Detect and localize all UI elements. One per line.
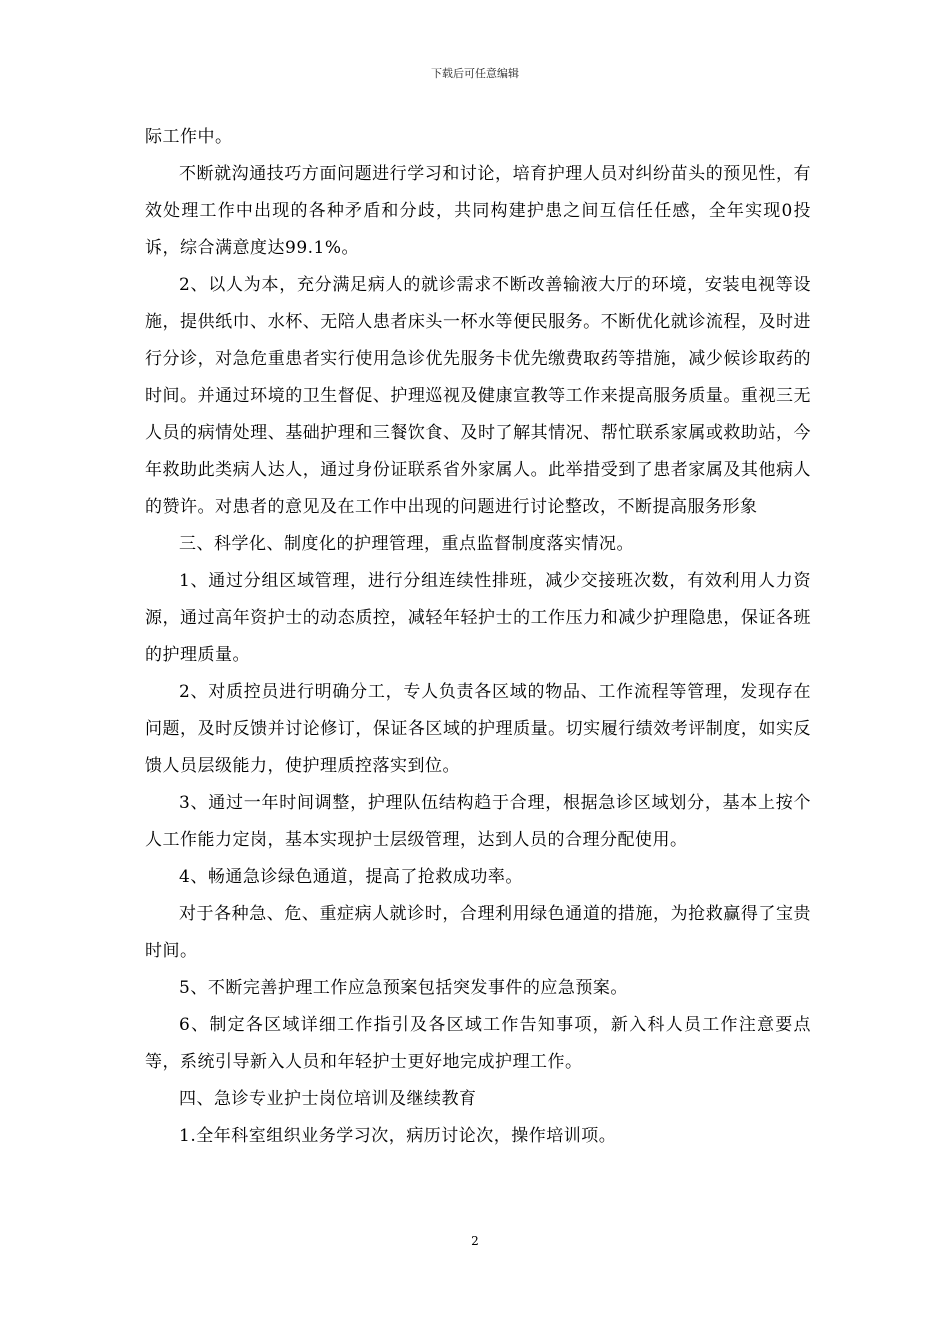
- paragraph-item-2-people-oriented: 2、以人为本，充分满足病人的就诊需求不断改善输液大厅的环境，安装电视等设施，提供纸巾、水杯、无陪人患者床头一杯水等便民服务。不断优化就诊流程，及时进行分诊，对急危重患者实行使用急诊优先服务卡优先缴费取药等措施，减少候诊取药的时间。并通过环境的卫生督促、护理巡视及健康宣教等工作来提高服务质量。重视三无人员的病情处理、基础护理和三餐饮食、及时了解其情况、帮忙联系家属或救助站，今年救助此类病人达人，通过身份证联系省外家属人。此举措受到了患者家属及其他病人的赞许。对患者的意见及在工作中出现的问题进行讨论整改，不断提高服务形象: [145, 275, 811, 517]
- paragraph-continuation: 际工作中。: [145, 127, 233, 147]
- paragraph-item-4-green-channel: 4、畅通急诊绿色通道，提高了抢救成功率。: [179, 867, 523, 887]
- paragraph-green-channel-detail: 对于各种急、危、重症病人就诊时，合理利用绿色通道的措施，为抢救赢得了宝贵时间。: [145, 904, 811, 961]
- document-body: [145, 119, 811, 1155]
- paragraph-item-5-emergency-plan: 5、不断完善护理工作应急预案包括突发事件的应急预案。: [179, 978, 628, 998]
- paragraph-item-6-work-guide: 6、制定各区域详细工作指引及各区域工作告知事项，新入科人员工作注意要点等，系统引导新入人员和年轻护士更好地完成护理工作。: [145, 1015, 811, 1072]
- page-header: 下载后可任意编辑: [431, 67, 519, 80]
- paragraph-communication: 不断就沟通技巧方面问题进行学习和讨论，培育护理人员对纠纷苗头的预见性，有效处理工作中出现的各种矛盾和分歧，共同构建护患之间互信任任感，全年实现0投诉，综合满意度达99.1%。: [145, 164, 811, 258]
- section-heading-4: 四、急诊专业护士岗位培训及继续教育: [179, 1089, 477, 1109]
- paragraph-item-2-quality-control: 2、对质控员进行明确分工，专人负责各区域的物品、工作流程等管理，发现存在问题，及时反馈并讨论修订，保证各区域的护理质量。切实履行绩效考评制度，如实反馈人员层级能力，使护理质控落实到位。: [145, 682, 811, 776]
- paragraph-item-1-group-management: 1、通过分组区域管理，进行分组连续性排班，减少交接班次数，有效利用人力资源，通过高年资护士的动态质控，减轻年轻护士的工作压力和减少护理隐患，保证各班的护理质量。: [145, 571, 811, 665]
- page-number: 2: [471, 1234, 479, 1248]
- paragraph-item-1-training: 1.全年科室组织业务学习次，病历讨论次，操作培训项。: [179, 1126, 617, 1146]
- paragraph-item-3-team-structure: 3、通过一年时间调整，护理队伍结构趋于合理，根据急诊区域划分，基本上按个人工作能力定岗，基本实现护士层级管理，达到人员的合理分配使用。: [145, 793, 811, 850]
- section-heading-3: 三、科学化、制度化的护理管理，重点监督制度落实情况。: [179, 534, 634, 554]
